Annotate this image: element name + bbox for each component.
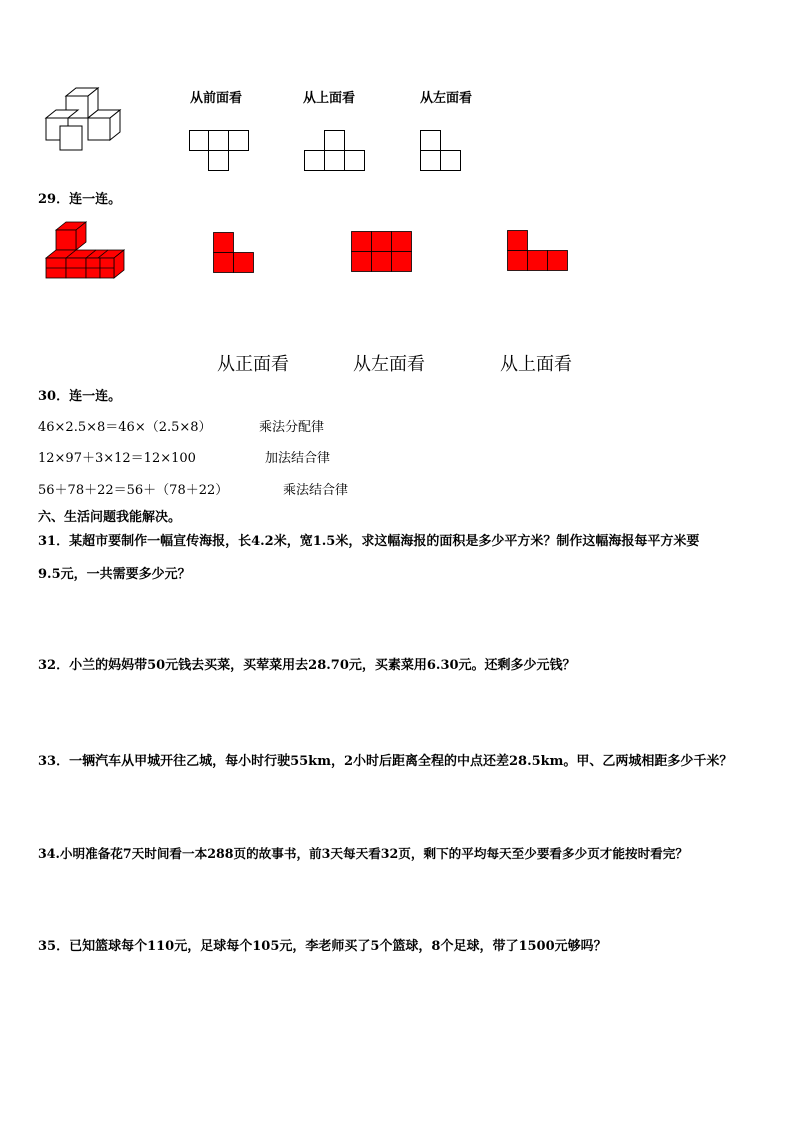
q29-label-top: 从上面看 — [500, 354, 572, 375]
q28-front-view — [189, 130, 249, 172]
problem-32: 32．小兰的妈妈带50元钱去买菜，买荤菜用去28.70元，买素菜用6.30元。还剩多少元钱？ — [38, 658, 576, 673]
q29-label-front: 从正面看 — [217, 354, 289, 375]
q28-view-label-left: 从左面看 — [420, 91, 473, 106]
q30-equation-3: 56＋78＋22＝56＋（78＋22） — [38, 483, 229, 498]
cube-stack-figure — [40, 82, 130, 154]
q29-red-view-c — [507, 230, 569, 272]
q28-left-view — [420, 130, 462, 172]
q30-title: 30．连一连。 — [38, 389, 122, 404]
q29-red-view-a — [213, 232, 255, 274]
q29-title: 29．连一连。 — [38, 192, 122, 207]
q29-red-3d-figure — [46, 218, 126, 280]
q30-equation-2: 12×97＋3×12＝12×100 — [38, 451, 196, 466]
q29-label-left: 从左面看 — [353, 354, 425, 375]
section6-title: 六、生活问题我能解决。 — [38, 510, 182, 525]
problem-31-line2: 9.5元，一共需要多少元？ — [38, 567, 191, 582]
q28-view-label-top: 从上面看 — [303, 91, 356, 106]
q29-red-view-b — [351, 231, 413, 273]
q28-top-view — [304, 130, 366, 172]
q28-view-label-front: 从前面看 — [190, 91, 243, 106]
problem-35: 35．已知篮球每个110元，足球每个105元，李老师买了5个篮球，8个足球，带了1500元够吗？ — [38, 939, 607, 954]
problem-31-line1: 31．某超市要制作一幅宣传海报，长4.2米，宽1.5米，求这幅海报的面积是多少平方米？制作这幅海报每平方米要 — [38, 534, 700, 549]
q30-law-3: 乘法结合律 — [283, 483, 349, 498]
q30-law-2: 加法结合律 — [265, 451, 331, 466]
problem-34: 34.小明准备花7天时间看一本288页的故事书，前3天每天看32页，剩下的平均每天至少要看多少页才能按时看完？ — [38, 846, 688, 861]
q30-equation-1: 46×2.5×8＝46×（2.5×8） — [38, 420, 212, 435]
problem-33: 33．一辆汽车从甲城开往乙城，每小时行驶55km，2小时后距离全程的中点还差28.5km。甲、乙两城相距多少千米？ — [38, 754, 733, 769]
q30-law-1: 乘法分配律 — [259, 420, 325, 435]
